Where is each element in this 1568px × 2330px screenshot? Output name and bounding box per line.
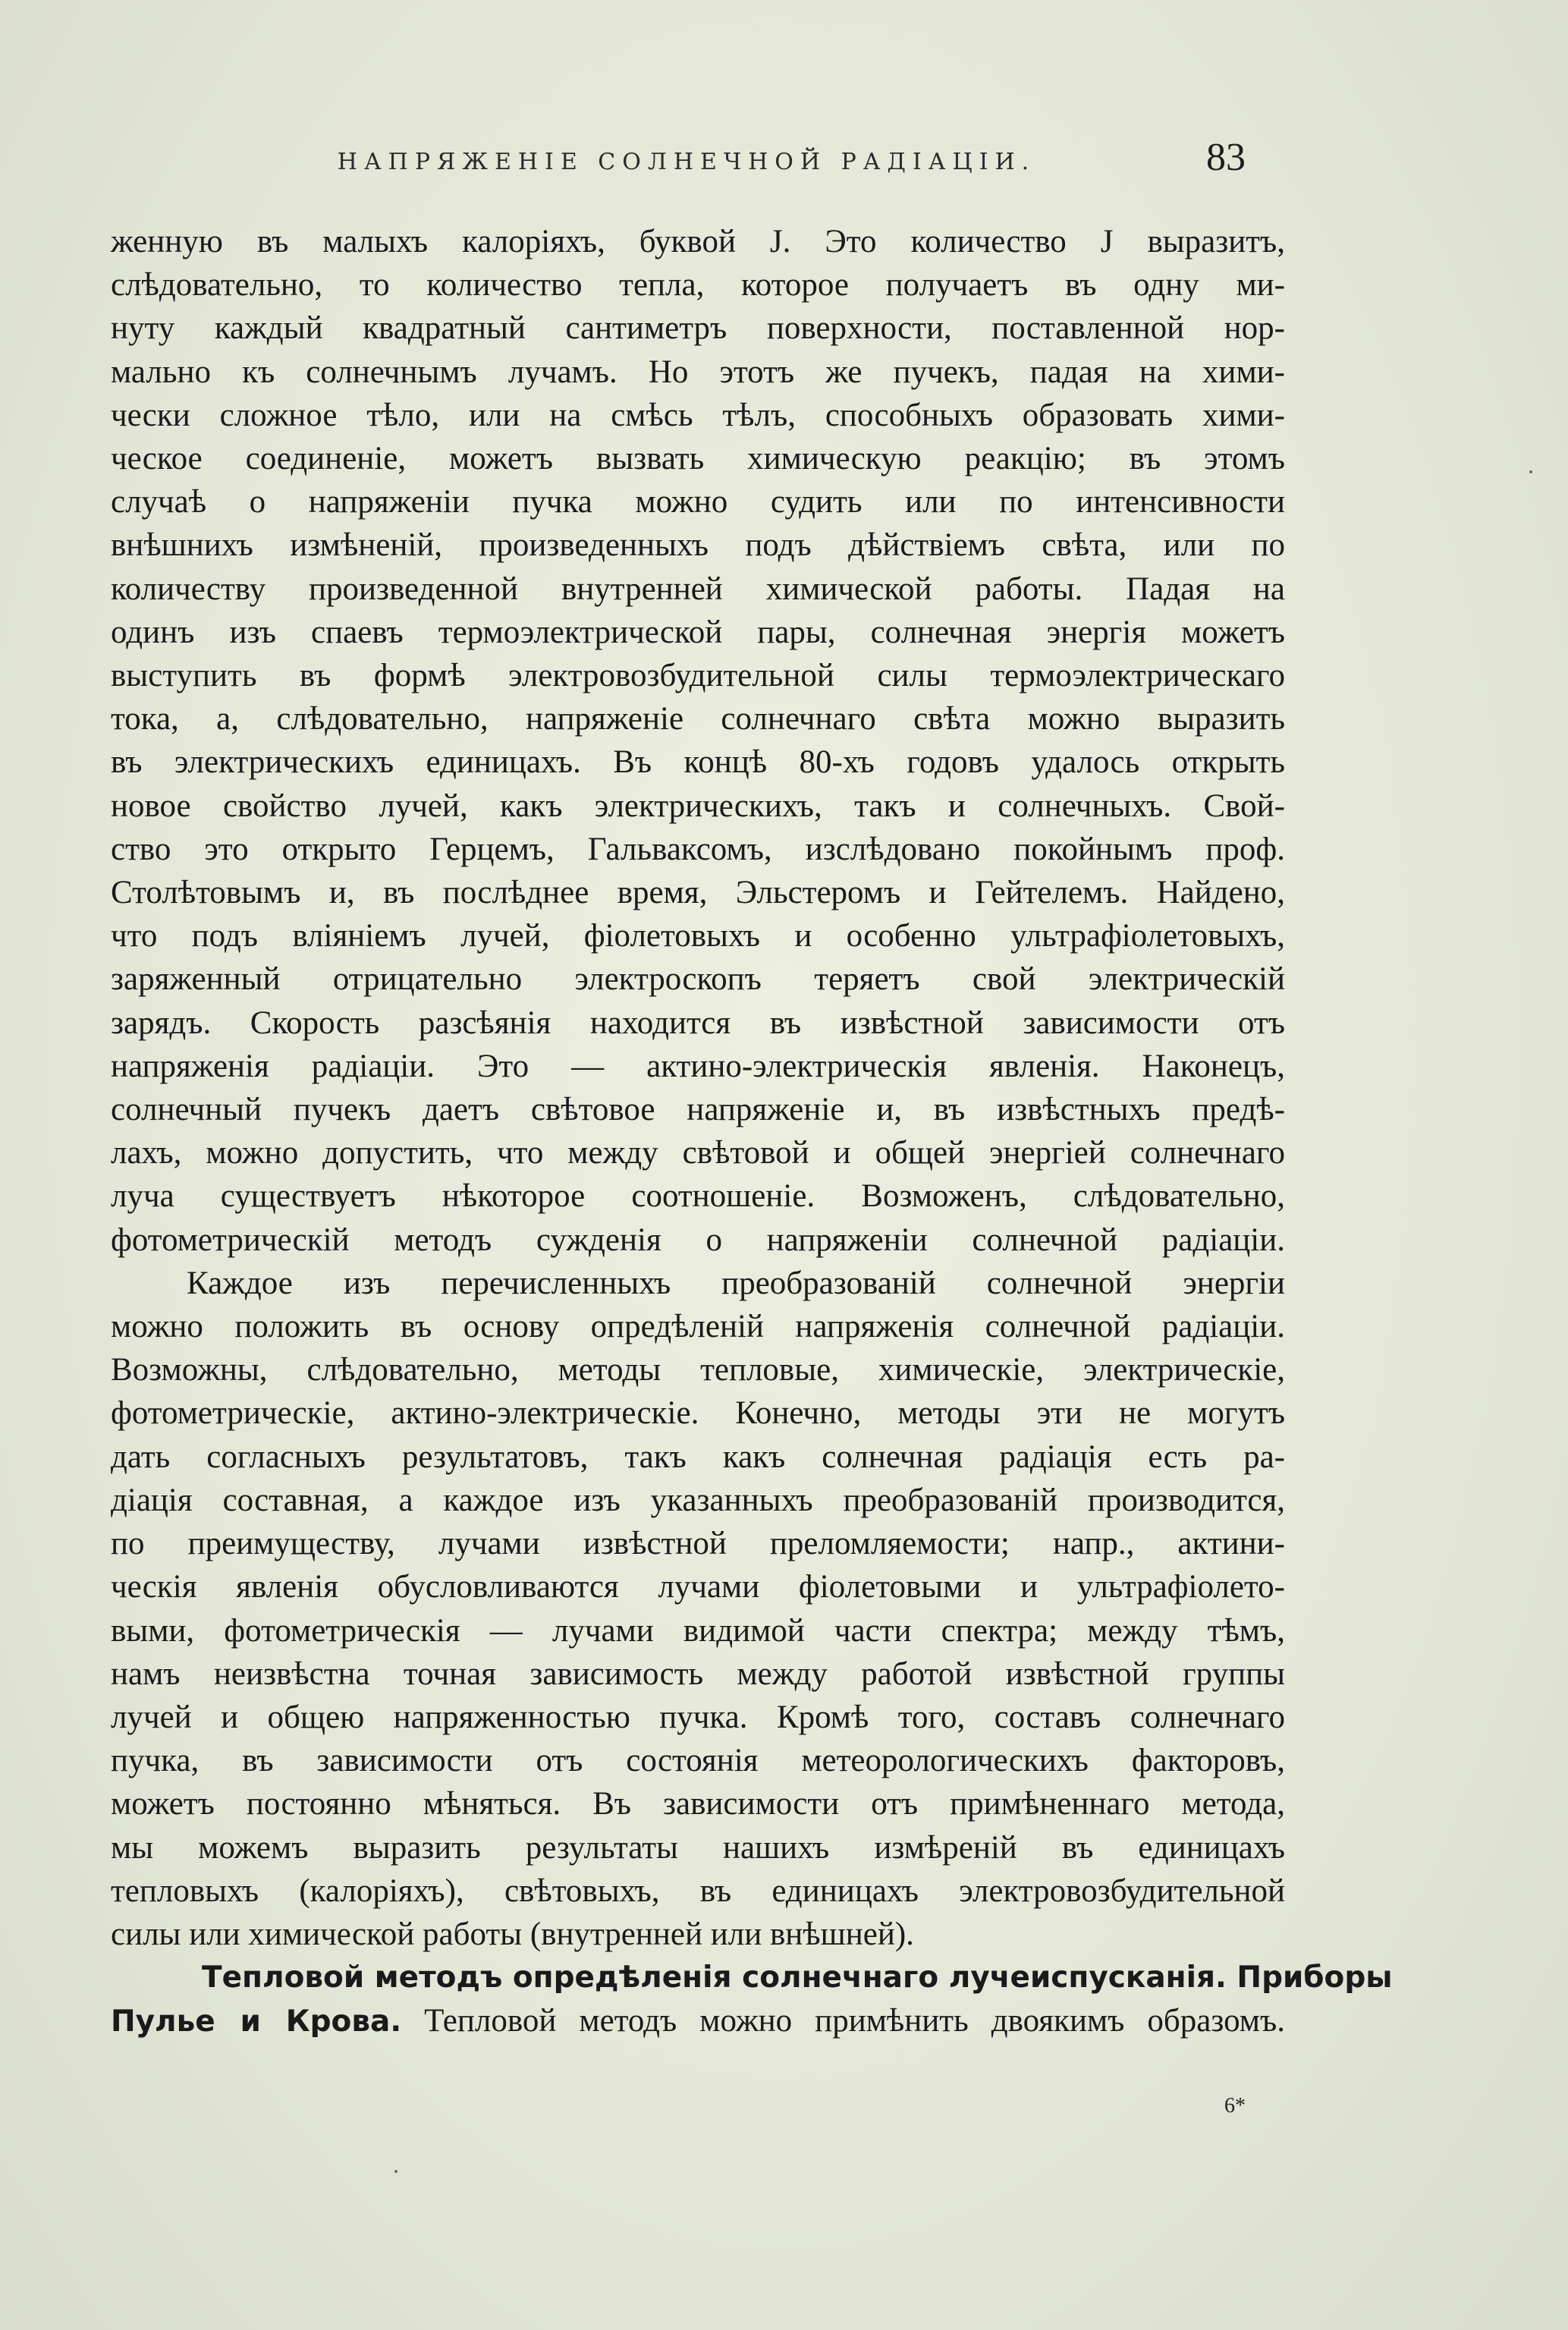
- text-line: лучей и общею напряженностью пучка. Кромѣ того, составъ солнечнаго: [111, 1699, 1285, 1735]
- paragraph-1: [111, 220, 1285, 1262]
- text-line: слѣдовательно, то количество тепла, которое получаетъ въ одну ми-: [111, 267, 1285, 303]
- text-line: женную въ малыхъ калоріяхъ, буквой J. Это количество J выразитъ,: [111, 224, 1285, 259]
- text-line: солнечный пучекъ даетъ свѣтовое напряженіе и, въ извѣстныхъ предѣ-: [111, 1092, 1285, 1128]
- text-line: фотометрическіе, актино-электрическіе. Конечно, методы эти не могутъ: [111, 1395, 1285, 1432]
- text-line: въ электрическихъ единицахъ. Въ концѣ 80-хъ годовъ удалось открыть: [111, 744, 1285, 781]
- text-line: мы можемъ выразить результаты нашихъ измѣреній въ единицахъ: [111, 1829, 1285, 1866]
- text-line: напряженія радіаціи. Это — актино-электрическія явленія. Наконецъ,: [111, 1048, 1285, 1084]
- section-heading-bold: Пульe и Крова.: [111, 2005, 402, 2039]
- text-line: ческія явленія обусловливаются лучами фіолетовыми и ультрафіолето-: [111, 1569, 1285, 1605]
- section-heading-text: Тепловой методъ можно примѣнить двоякимъ образомъ.: [401, 2003, 1285, 2039]
- section-heading-line-2: [111, 1999, 1285, 2043]
- text-line: по преимуществу, лучами извѣстной преломляемости; напр., актини-: [111, 1526, 1285, 1562]
- text-line: ство это открыто Герцемъ, Гальваксомъ, изслѣдовано покойнымъ проф.: [111, 831, 1285, 867]
- text-line: Столѣтовымъ и, въ послѣднее время, Эльстеромъ и Гейтелемъ. Найдено,: [111, 875, 1285, 911]
- text-line: тепловыхъ (калоріяхъ), свѣтовыхъ, въ единицахъ электровозбудительной: [111, 1872, 1285, 1909]
- text-line: ческое соединеніе, можетъ вызвать химическую реакцію; въ этомъ: [111, 441, 1285, 477]
- running-title: НАПРЯЖЕНІЕ СОЛНЕЧНОЙ РАДІАЦІИ.: [337, 149, 1036, 175]
- text-line: дать согласныхъ результатовъ, такъ какъ солнечная радіація есть ра-: [111, 1439, 1285, 1475]
- text-line: можетъ постоянно мѣняться. Въ зависимости отъ примѣненнаго метода,: [111, 1786, 1285, 1822]
- text-line: зарядъ. Скорость разсѣянія находится въ извѣстной зависимости отъ: [111, 1005, 1285, 1041]
- text-line: Каждое изъ перечисленныхъ преобразованій солнечной энергіи: [187, 1265, 1285, 1301]
- text-line: одинъ изъ спаевъ термоэлектрической пары, солнечная энергія можетъ: [111, 614, 1285, 650]
- section-heading-line: Тепловой методъ опредѣленія солнечнаго лучеиспусканія. Приборы: [202, 1961, 1393, 1995]
- text-line: заряженный отрицательно электроскопъ теряетъ свой электрическій: [111, 961, 1285, 998]
- text-line: луча существуетъ нѣкоторое соотношеніе. Возможенъ, слѣдовательно,: [111, 1178, 1285, 1215]
- page-number: 83: [1206, 136, 1246, 179]
- text-line: мально къ солнечнымъ лучамъ. Но этотъ же пучекъ, падая на хими-: [111, 354, 1285, 390]
- text-line: можно положить въ основу опредѣленій напряженія солнечной радіаціи.: [111, 1309, 1285, 1345]
- text-line: выми, фотометрическія — лучами видимой части спектра; между тѣмъ,: [111, 1612, 1285, 1649]
- printer-signature: 6*: [1224, 2094, 1246, 2118]
- text-line: тока, а, слѣдовательно, напряженіе солнечнаго свѣта можно выразить: [111, 701, 1285, 737]
- text-line: Возможны, слѣдовательно, методы тепловые, химическіе, электрическіе,: [111, 1352, 1285, 1388]
- text-line: діація составная, а каждое изъ указанныхъ преобразованій производится,: [111, 1482, 1285, 1518]
- text-line: количеству произведенной внутренней химической работы. Падая на: [111, 571, 1285, 607]
- section-heading: [111, 1956, 1393, 2043]
- text-line: что подъ вліяніемъ лучей, фіолетовыхъ и особенно ультрафіолетовыхъ,: [111, 918, 1285, 954]
- body-text: [111, 220, 1393, 2044]
- text-line: фотометрическій методъ сужденія о напряженіи солнечной радіаціи.: [111, 1222, 1285, 1258]
- text-line: лахъ, можно допустить, что между свѣтовой и общей энергіей солнечнаго: [111, 1135, 1285, 1171]
- text-line: намъ неизвѣстна точная зависимость между работой извѣстной группы: [111, 1656, 1285, 1692]
- paper-speck: [1529, 470, 1532, 473]
- paper-speck: [394, 2170, 397, 2173]
- paragraph-2: [111, 1262, 1285, 1956]
- text-line: чески сложное тѣло, или на смѣсь тѣлъ, способныхъ образовать хими-: [111, 397, 1285, 433]
- text-line: новое свойство лучей, какъ электрическихъ, такъ и солнечныхъ. Свой-: [111, 788, 1285, 824]
- text-line: пучка, въ зависимости отъ состоянія метеорологическихъ факторовъ,: [111, 1743, 1285, 1779]
- text-line: нуту каждый квадратный сантиметръ поверхности, поставленной нор-: [111, 310, 1285, 347]
- text-line: случаѣ о напряженіи пучка можно судить или по интенсивности: [111, 484, 1285, 520]
- text-line: внѣшнихъ измѣненій, произведенныхъ подъ дѣйствіемъ свѣта, или по: [111, 527, 1285, 564]
- text-line: силы или химической работы (внутренней или внѣшней).: [111, 1916, 914, 1952]
- text-line: выступить въ формѣ электровозбудительной силы термоэлектрическаго: [111, 658, 1285, 694]
